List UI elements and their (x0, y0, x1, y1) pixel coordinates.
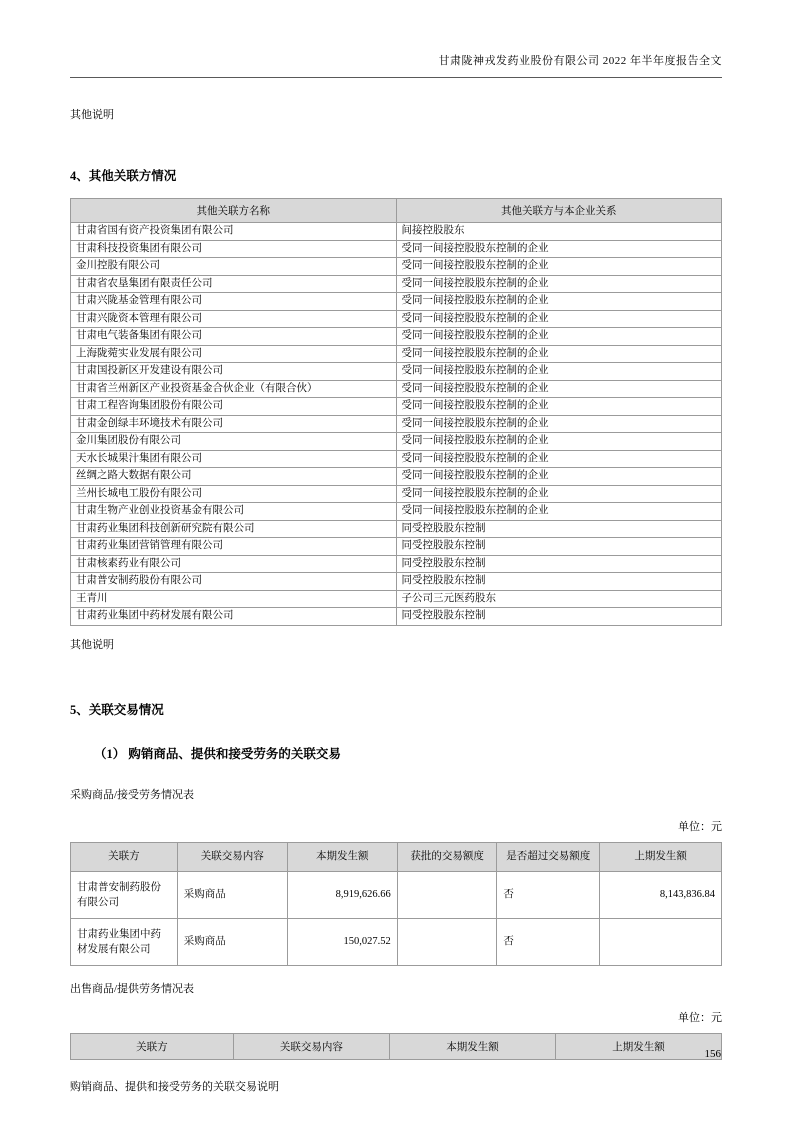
table-cell: 受同一间接控股股东控制的企业 (396, 293, 722, 311)
table-row (71, 258, 722, 276)
unit-label-2: 单位：元 (678, 1011, 722, 1024)
column-header: 关联交易内容 (233, 1033, 389, 1059)
sale-table-caption: 出售商品/提供劳务情况表 (70, 982, 195, 995)
table-row (71, 468, 722, 486)
table-row (71, 415, 722, 433)
sale-table (70, 1033, 722, 1060)
column-header: 上期发生额 (600, 842, 722, 871)
related-parties-table (70, 198, 722, 626)
column-header: 是否超过交易额度 (497, 842, 600, 871)
table-cell: 兰州长城电工股份有限公司 (71, 485, 397, 503)
table-row (71, 555, 722, 573)
table-cell: 受同一间接控股股东控制的企业 (396, 258, 722, 276)
table-cell (397, 871, 497, 918)
table-cell: 受同一间接控股股东控制的企业 (396, 415, 722, 433)
table-cell: 甘肃药业集团科技创新研究院有限公司 (71, 520, 397, 538)
purchase-table-caption: 采购商品/接受劳务情况表 (70, 788, 195, 801)
section-heading-5-1: （1） 购销商品、提供和接受劳务的关联交易 (94, 746, 341, 761)
table-cell: 受同一间接控股股东控制的企业 (396, 450, 722, 468)
table-row (71, 398, 722, 416)
table-cell: 甘肃兴陇资本管理有限公司 (71, 310, 397, 328)
table-cell: 同受控股股东控制 (396, 608, 722, 626)
other-note-1: 其他说明 (70, 109, 114, 121)
column-header: 本期发生额 (389, 1033, 555, 1059)
table-row (71, 871, 722, 918)
table-cell: 150,027.52 (287, 918, 397, 965)
table-cell: 受同一间接控股股东控制的企业 (396, 468, 722, 486)
table-cell: 甘肃科技投资集团有限公司 (71, 240, 397, 258)
table-cell: 采购商品 (177, 918, 287, 965)
table-row (71, 345, 722, 363)
table-cell: 同受控股股东控制 (396, 520, 722, 538)
table-row (71, 310, 722, 328)
table-cell: 甘肃药业集团中药材发展有限公司 (71, 608, 397, 626)
table-cell: 受同一间接控股股东控制的企业 (396, 398, 722, 416)
table-row (71, 275, 722, 293)
other-note-2: 其他说明 (70, 638, 114, 651)
table-cell: 甘肃普安制药股份有限公司 (71, 573, 397, 591)
table-header-row (71, 1033, 722, 1059)
table-cell: 王青川 (71, 590, 397, 608)
table-cell: 甘肃电气装备集团有限公司 (71, 328, 397, 346)
table-row (71, 328, 722, 346)
table-cell: 甘肃药业集团营销管理有限公司 (71, 538, 397, 556)
table-cell: 受同一间接控股股东控制的企业 (396, 363, 722, 381)
table-cell: 8,919,626.66 (287, 871, 397, 918)
table-cell: 受同一间接控股股东控制的企业 (396, 310, 722, 328)
table-row (71, 608, 722, 626)
table-row (71, 590, 722, 608)
table-cell: 受同一间接控股股东控制的企业 (396, 380, 722, 398)
table-cell: 受同一间接控股股东控制的企业 (396, 503, 722, 521)
table-cell: 甘肃兴陇基金管理有限公司 (71, 293, 397, 311)
table-cell: 同受控股股东控制 (396, 555, 722, 573)
table-cell: 金川控股有限公司 (71, 258, 397, 276)
table-row (71, 293, 722, 311)
table-cell: 否 (497, 918, 600, 965)
table-cell: 受同一间接控股股东控制的企业 (396, 240, 722, 258)
table-cell: 上海陇菀实业发展有限公司 (71, 345, 397, 363)
table-cell: 同受控股股东控制 (396, 538, 722, 556)
table-row (71, 520, 722, 538)
column-header: 关联方 (71, 842, 178, 871)
column-header: 获批的交易额度 (397, 842, 497, 871)
column-header: 其他关联方名称 (71, 199, 397, 223)
table-cell: 甘肃普安制药股份有限公司 (71, 871, 178, 918)
table-cell: 甘肃药业集团中药材发展有限公司 (71, 918, 178, 965)
table-cell: 受同一间接控股股东控制的企业 (396, 328, 722, 346)
report-header-title: 甘肃陇神戎发药业股份有限公司 2022 年半年度报告全文 (70, 0, 722, 78)
table-row (71, 503, 722, 521)
table-row (71, 223, 722, 241)
table-cell: 丝绸之路大数据有限公司 (71, 468, 397, 486)
table-cell: 受同一间接控股股东控制的企业 (396, 345, 722, 363)
section-heading-4: 4、其他关联方情况 (70, 169, 177, 183)
section-heading-5: 5、关联交易情况 (70, 702, 164, 717)
table-header-row (71, 199, 722, 223)
table-cell: 受同一间接控股股东控制的企业 (396, 485, 722, 503)
table-row (71, 573, 722, 591)
table-row (71, 380, 722, 398)
table-row (71, 538, 722, 556)
table-cell (397, 918, 497, 965)
table-cell: 受同一间接控股股东控制的企业 (396, 433, 722, 451)
table-cell: 甘肃工程咨询集团股份有限公司 (71, 398, 397, 416)
table-cell: 同受控股股东控制 (396, 573, 722, 591)
column-header: 上期发生额 (555, 1033, 721, 1059)
table-cell: 子公司三元医药股东 (396, 590, 722, 608)
page-number: 156 (704, 1048, 721, 1060)
table-header-row (71, 842, 722, 871)
table-row (71, 240, 722, 258)
table-cell: 否 (497, 871, 600, 918)
table-cell: 甘肃核素药业有限公司 (71, 555, 397, 573)
column-header: 本期发生额 (287, 842, 397, 871)
table-cell: 甘肃金创绿丰环境技术有限公司 (71, 415, 397, 433)
table-cell: 甘肃省国有资产投资集团有限公司 (71, 223, 397, 241)
closing-note: 购销商品、提供和接受劳务的关联交易说明 (70, 1080, 279, 1093)
unit-label-1: 单位：元 (678, 820, 722, 833)
table-cell: 天水长城果汁集团有限公司 (71, 450, 397, 468)
table-row (71, 363, 722, 381)
column-header: 关联方 (71, 1033, 234, 1059)
table-cell: 甘肃省农垦集团有限责任公司 (71, 275, 397, 293)
table-cell: 甘肃省兰州新区产业投资基金合伙企业（有限合伙） (71, 380, 397, 398)
purchase-table (70, 842, 722, 966)
table-cell: 8,143,836.84 (600, 871, 722, 918)
table-row (71, 485, 722, 503)
column-header: 关联交易内容 (177, 842, 287, 871)
table-cell: 甘肃国投新区开发建设有限公司 (71, 363, 397, 381)
table-row (71, 433, 722, 451)
table-cell: 间接控股股东 (396, 223, 722, 241)
table-cell: 采购商品 (177, 871, 287, 918)
table-row (71, 450, 722, 468)
table-row (71, 918, 722, 965)
table-cell: 受同一间接控股股东控制的企业 (396, 275, 722, 293)
table-cell: 甘肃生物产业创业投资基金有限公司 (71, 503, 397, 521)
table-cell (600, 918, 722, 965)
column-header: 其他关联方与本企业关系 (396, 199, 722, 223)
table-cell: 金川集团股份有限公司 (71, 433, 397, 451)
